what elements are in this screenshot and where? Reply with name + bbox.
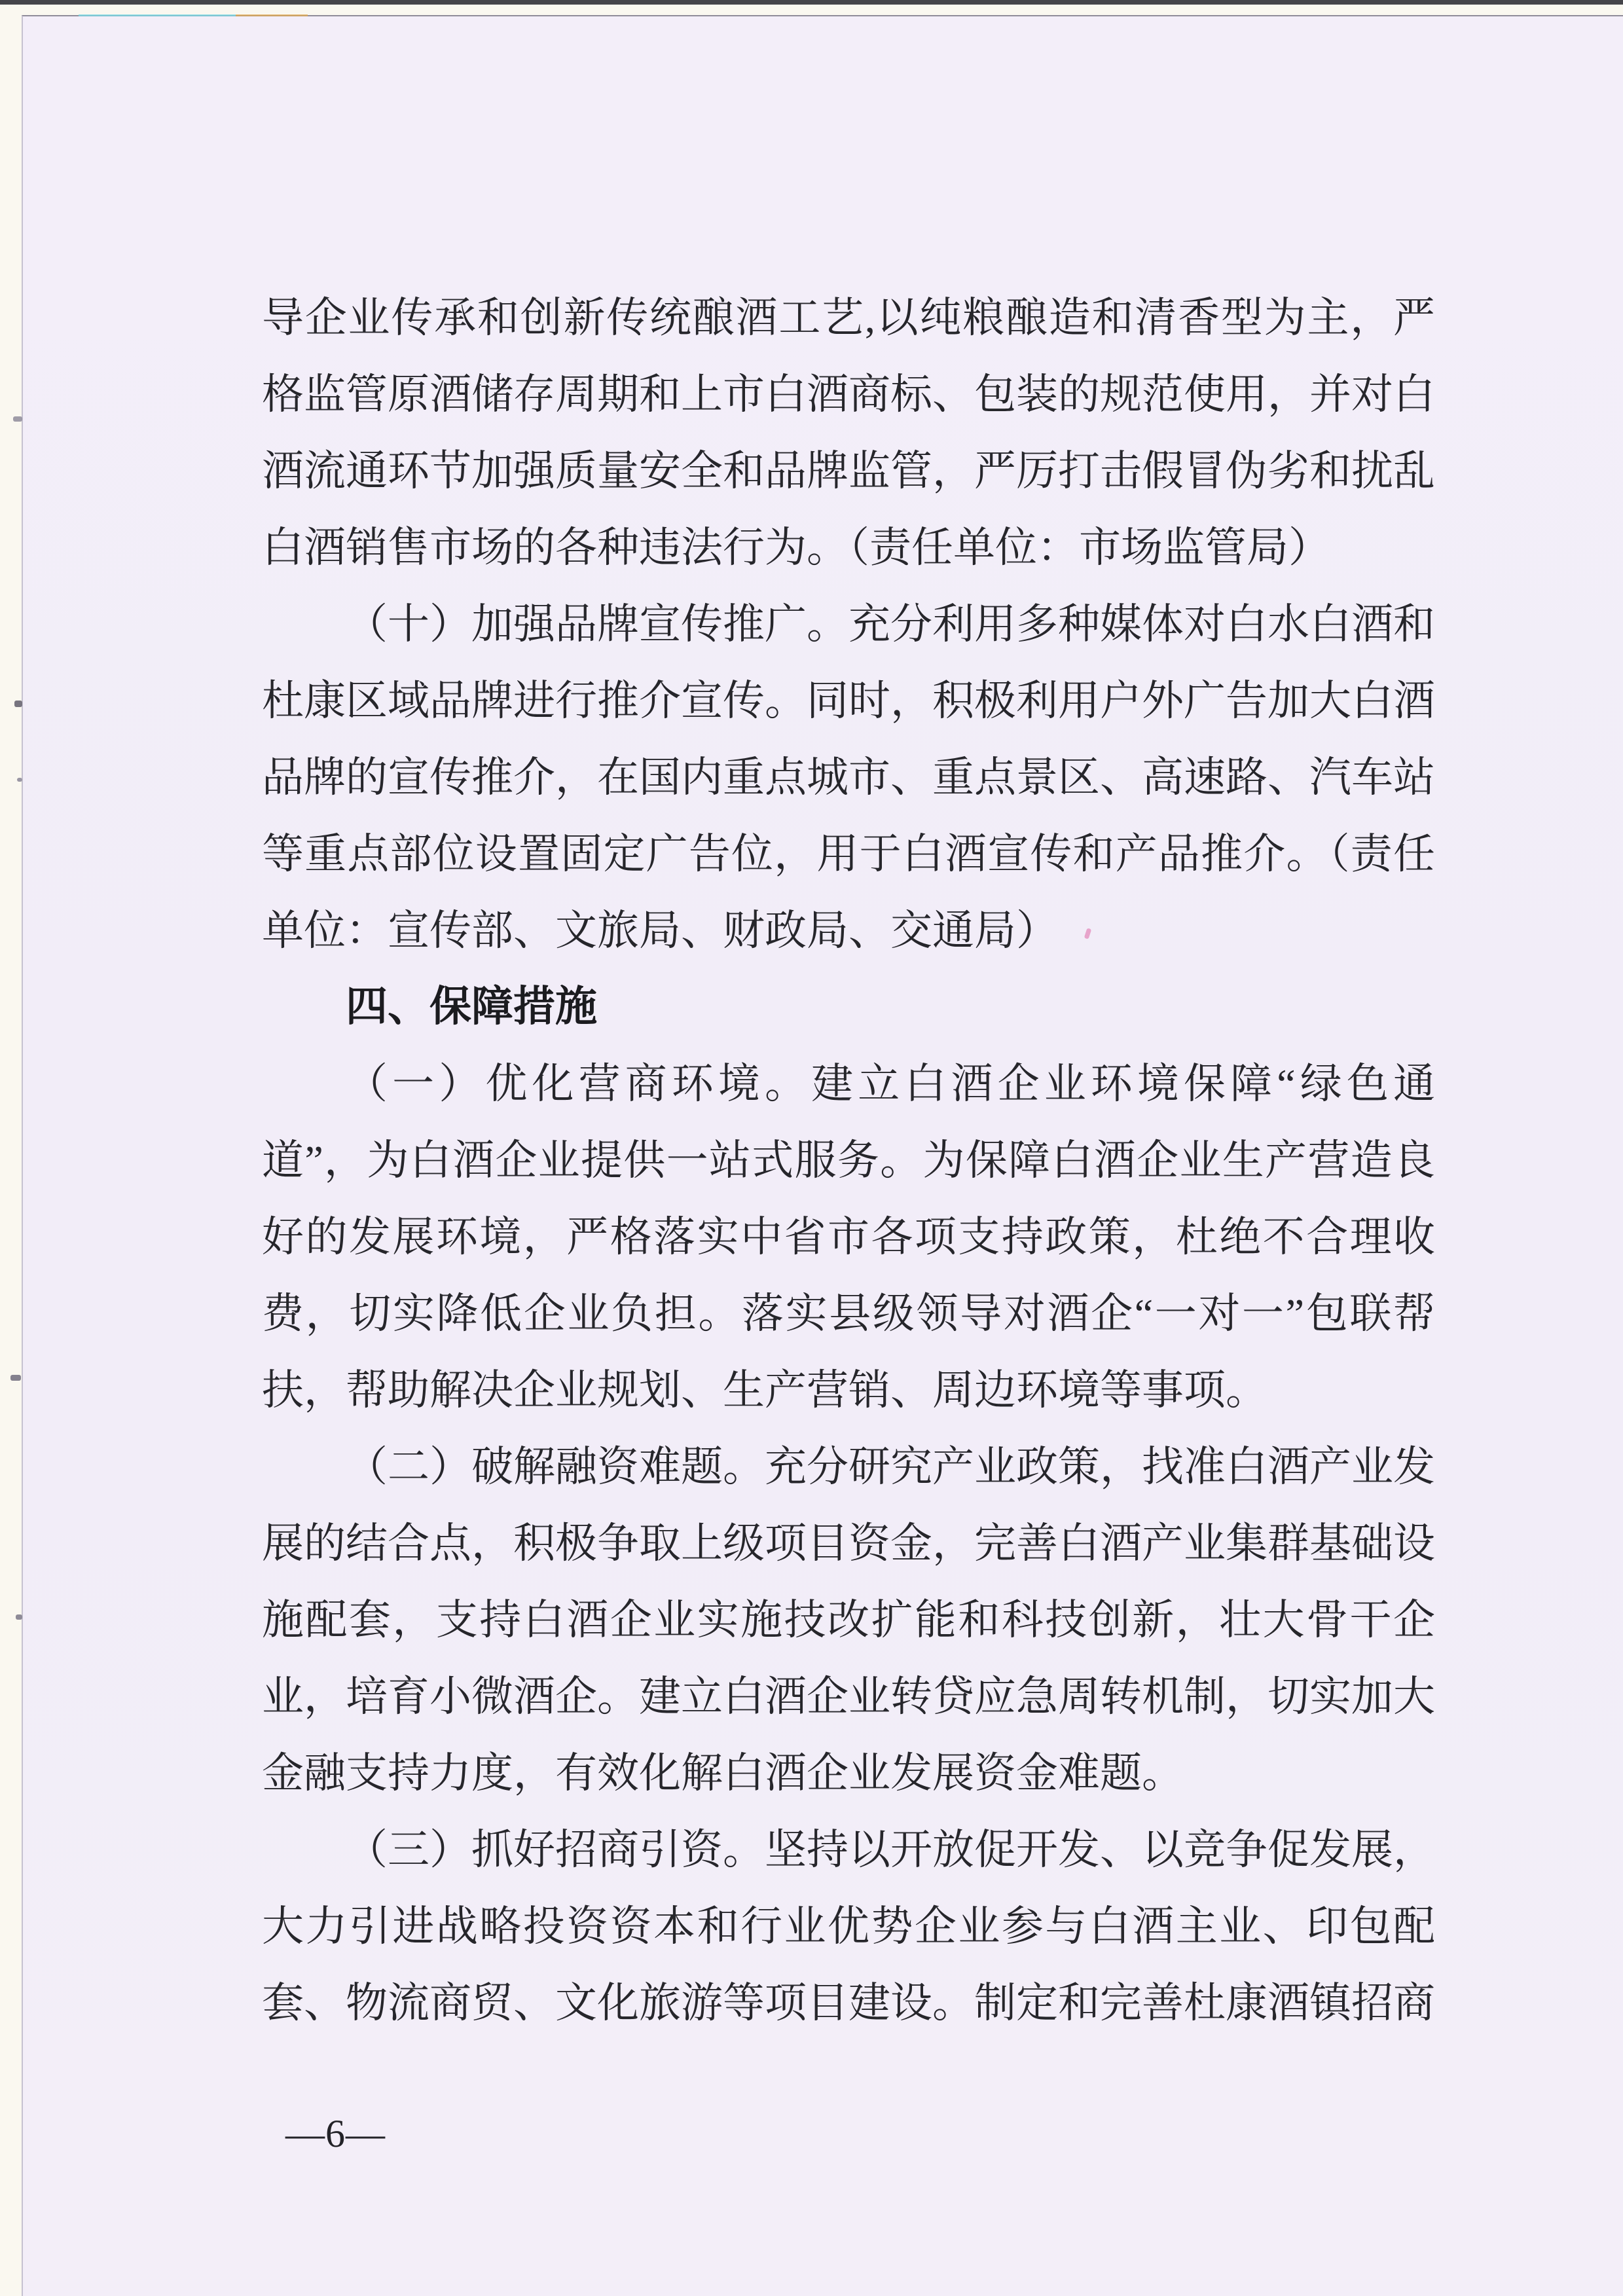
scan-artifact-cyan bbox=[79, 14, 236, 16]
text-line: （三）抓好招商引资。坚持以开放促开发、以竞争促发展， bbox=[346, 1827, 1435, 1873]
paper-sheet bbox=[22, 15, 1623, 2296]
page-number: —6— bbox=[285, 2112, 386, 2155]
text-line: 业，培育小微酒企。建立白酒企业转贷应急周转机制，切实加大 bbox=[262, 1673, 1435, 1720]
text-line: 好的发展环境，严格落实中省市各项支持政策，杜绝不合理收 bbox=[262, 1214, 1435, 1260]
text-line: （十）加强品牌宣传推广。充分利用多种媒体对白水白酒和 bbox=[346, 601, 1435, 647]
scan-speck bbox=[16, 1614, 22, 1620]
text-line: 酒流通环节加强质量安全和品牌监管，严厉打击假冒伪劣和扰乱 bbox=[262, 448, 1435, 494]
text-line: （一）优化营商环境。建立白酒企业环境保障“绿色通 bbox=[346, 1061, 1435, 1107]
text-line: 导企业传承和创新传统酿酒工艺,以纯粮酿造和清香型为主，严 bbox=[262, 295, 1435, 341]
scan-artifact-orange bbox=[236, 14, 308, 16]
text-line: 费，切实降低企业负担。落实县级领导对酒企“一对一”包联帮 bbox=[262, 1290, 1435, 1337]
text-line: 金融支持力度，有效化解白酒企业发展资金难题。 bbox=[262, 1750, 1184, 1796]
text-line: 等重点部位设置固定广告位，用于白酒宣传和产品推介。（责任 bbox=[262, 831, 1435, 877]
text-line: 展的结合点，积极争取上级项目资金，完善白酒产业集群基础设 bbox=[262, 1520, 1435, 1567]
text-line: 扶，帮助解决企业规划、生产营销、周边环境等事项。 bbox=[262, 1367, 1267, 1413]
text-line: 杜康区域品牌进行推介宣传。同时，积极利用户外广告加大白酒 bbox=[262, 678, 1435, 724]
text-line: 大力引进战略投资资本和行业优势企业参与白酒主业、印包配 bbox=[262, 1903, 1435, 1950]
scan-speck bbox=[10, 1375, 21, 1381]
scan-speck bbox=[13, 416, 22, 422]
scan-speck bbox=[17, 778, 22, 782]
text-line: 道”，为白酒企业提供一站式服务。为保障白酒企业生产营造良 bbox=[262, 1137, 1435, 1184]
text-line: 单位：宣传部、文旅局、财政局、交通局） bbox=[262, 907, 1058, 954]
scan-speck bbox=[14, 701, 22, 707]
text-line: 品牌的宣传推介，在国内重点城市、重点景区、高速路、汽车站 bbox=[262, 754, 1435, 801]
text-line: 白酒销售市场的各种违法行为。（责任单位：市场监管局） bbox=[262, 524, 1330, 571]
text-line: 施配套，支持白酒企业实施技改扩能和科技创新，壮大骨干企 bbox=[262, 1597, 1435, 1643]
scanner-edge bbox=[0, 0, 1623, 5]
text-line: 套、物流商贸、文化旅游等项目建设。制定和完善杜康酒镇招商 bbox=[262, 1980, 1435, 2026]
text-line: 格监管原酒储存周期和上市白酒商标、包装的规范使用，并对白 bbox=[262, 371, 1435, 418]
section-heading: 四、保障措施 bbox=[346, 983, 597, 1031]
text-line: （二）破解融资难题。充分研究产业政策，找准白酒产业发 bbox=[346, 1444, 1435, 1490]
document-body bbox=[262, 280, 1435, 2041]
